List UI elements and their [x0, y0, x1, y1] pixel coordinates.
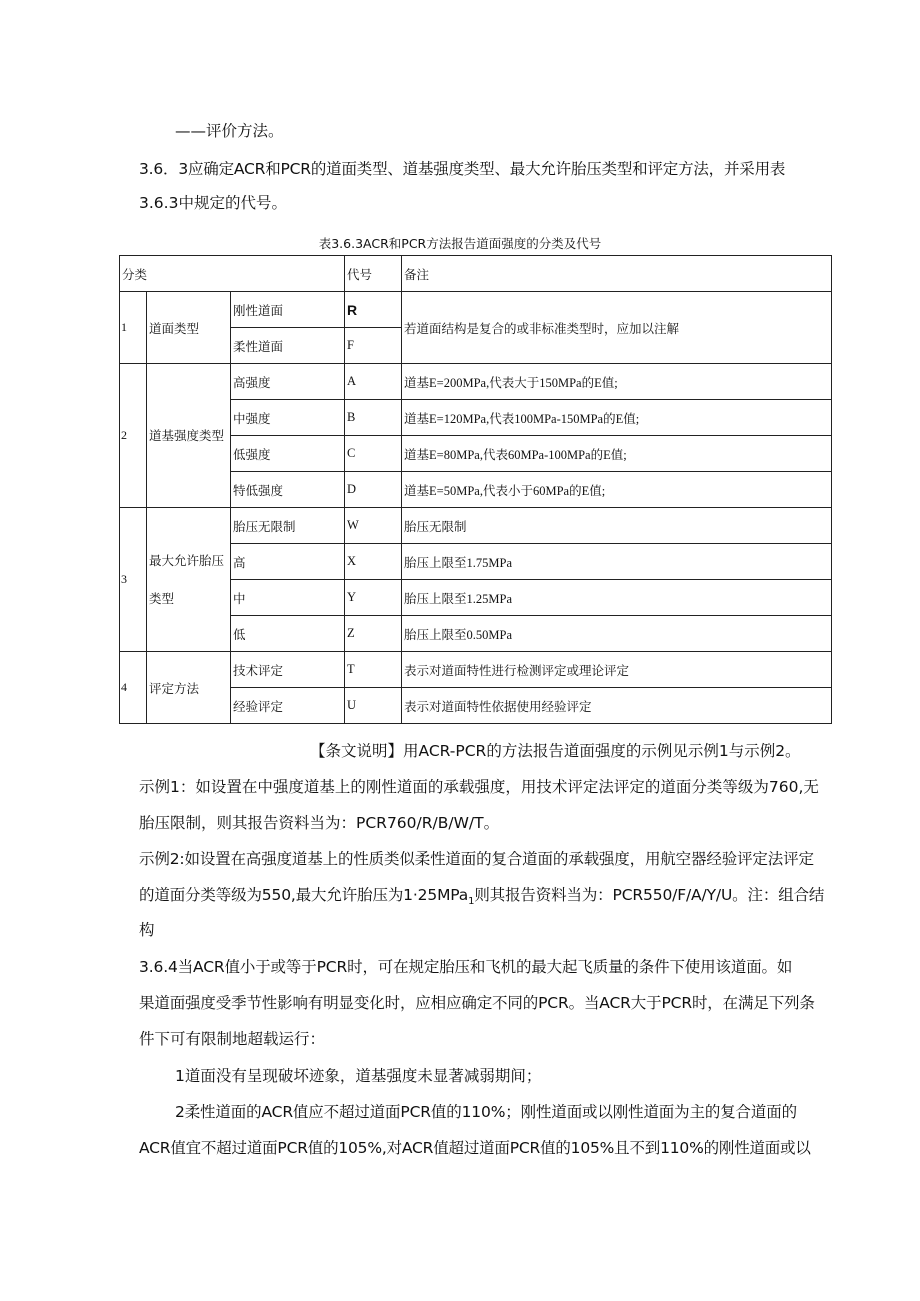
strength-classification-table [119, 255, 832, 724]
type-code: Z [345, 616, 402, 652]
table-caption: 表3.6.3ACR和PCR方法报告道面强度的分类及代号 [318, 236, 602, 251]
clause-3-6-4-text: 3.6.4当ACR值小于或等于PCR时，可在规定胎压和飞机的最大起飞质量的条件下使用该道面。如 [139, 958, 793, 976]
table-row [120, 364, 832, 400]
type-note: 胎压上限至0.50MPa [402, 616, 832, 652]
sub-type: 低 [231, 616, 345, 652]
example-2-text-end: 构 [139, 921, 155, 939]
type-code: B [345, 400, 402, 436]
type-code: Y [345, 580, 402, 616]
group-name: 道面类型 [147, 292, 231, 364]
sub-type: 中 [231, 580, 345, 616]
sub-type: 低强度 [231, 436, 345, 472]
type-note: 表示对道面特性依据使用经验评定 [402, 688, 832, 724]
group-name: 评定方法 [147, 652, 231, 724]
sub-type: 中强度 [231, 400, 345, 436]
type-code: C [345, 436, 402, 472]
type-note: 胎压上限至1.75MPa [402, 544, 832, 580]
header-note: 备注 [402, 256, 832, 292]
type-code: W [345, 508, 402, 544]
example-1-text: 示例1：如设置在中强度道基上的刚性道面的承载强度，用技术评定法评定的道面分类等级为760,无 [139, 778, 819, 796]
type-code: R [345, 292, 402, 328]
clause-3-6-4-text-end: 件下可有限制地超载运行： [139, 1030, 326, 1048]
sub-type: 特低强度 [231, 472, 345, 508]
table-header-row [120, 256, 832, 292]
type-note: 表示对道面特性进行检测评定或理论评定 [402, 652, 832, 688]
example-1-text-cont: 胎压限制，则其报告资料当为：PCR760/R/B/W/T。 [139, 814, 500, 832]
type-note: 道基E=50MPa,代表小于60MPa的E值; [402, 472, 832, 508]
header-code: 代号 [345, 256, 402, 292]
sub-type: 技术评定 [231, 652, 345, 688]
table-row [120, 508, 832, 544]
type-code: A [345, 364, 402, 400]
clause-3-6-3-text: 3.6．3应确定ACR和PCR的道面类型、道基强度类型、最大允许胎压类型和评定方法，并采用表 [139, 160, 786, 178]
example-2-text-part: 则其报告资料当为：PCR550/F/A/Y/U。注：组合结 [474, 886, 825, 904]
group-number: 1 [120, 292, 147, 364]
group-number: 2 [120, 364, 147, 508]
sub-type: 柔性道面 [231, 328, 345, 364]
group-name: 最大允许胎压类型 [147, 508, 231, 652]
type-note: 道基E=80MPa,代表60MPa-100MPa的E值; [402, 436, 832, 472]
header-category: 分类 [120, 256, 345, 292]
subscript-mark: 1 [468, 896, 475, 908]
type-note: 胎压上限至1.25MPa [402, 580, 832, 616]
group-number: 3 [120, 508, 147, 652]
type-note: 若道面结构是复合的或非标准类型时，应加以注解 [402, 292, 832, 364]
condition-2: 2柔性道面的ACR值应不超过道面PCR值的110%；刚性道面或以刚性道面为主的复合道面的 [175, 1103, 797, 1121]
group-name: 道基强度类型 [147, 364, 231, 508]
type-note: 胎压无限制 [402, 508, 832, 544]
type-code: U [345, 688, 402, 724]
type-code: D [345, 472, 402, 508]
condition-1: 1道面没有呈现破坏迹象，道基强度未显著减弱期间； [175, 1067, 542, 1085]
sub-type: 胎压无限制 [231, 508, 345, 544]
clause-explanation: 【条文说明】用ACR-PCR的方法报告道面强度的示例见示例1与示例2。 [310, 742, 801, 760]
type-note: 道基E=200MPa,代表大于150MPa的E值; [402, 364, 832, 400]
example-2-text: 示例2:如设置在高强度道基上的性质类似柔性道面的复合道面的承载强度，用航空器经验评定法评定 [139, 850, 814, 868]
sub-type: 高强度 [231, 364, 345, 400]
table-row [120, 292, 832, 328]
example-2-text-cont [139, 885, 824, 912]
group-number: 4 [120, 652, 147, 724]
table-row [120, 652, 832, 688]
example-2-text-part: 的道面分类等级为550,最大允许胎压为1·25MPa [139, 886, 469, 904]
clause-3-6-4-text-cont: 果道面强度受季节性影响有明显变化时，应相应确定不同的PCR。当ACR大于PCR时，在满足下列条 [139, 994, 815, 1012]
clause-3-6-3-text-cont: 3.6.3中规定的代号。 [139, 194, 287, 212]
type-code: F [345, 328, 402, 364]
type-code: T [345, 652, 402, 688]
sub-type: 刚性道面 [231, 292, 345, 328]
sub-type: 经验评定 [231, 688, 345, 724]
type-code: X [345, 544, 402, 580]
sub-type: 高 [231, 544, 345, 580]
type-note: 道基E=120MPa,代表100MPa-150MPa的E值; [402, 400, 832, 436]
list-item-evaluation-method: ——评价方法。 [175, 122, 284, 140]
condition-2-cont: ACR值宜不超过道面PCR值的105%,对ACR值超过道面PCR值的105%且不到110%的刚性道面或以 [139, 1139, 811, 1157]
